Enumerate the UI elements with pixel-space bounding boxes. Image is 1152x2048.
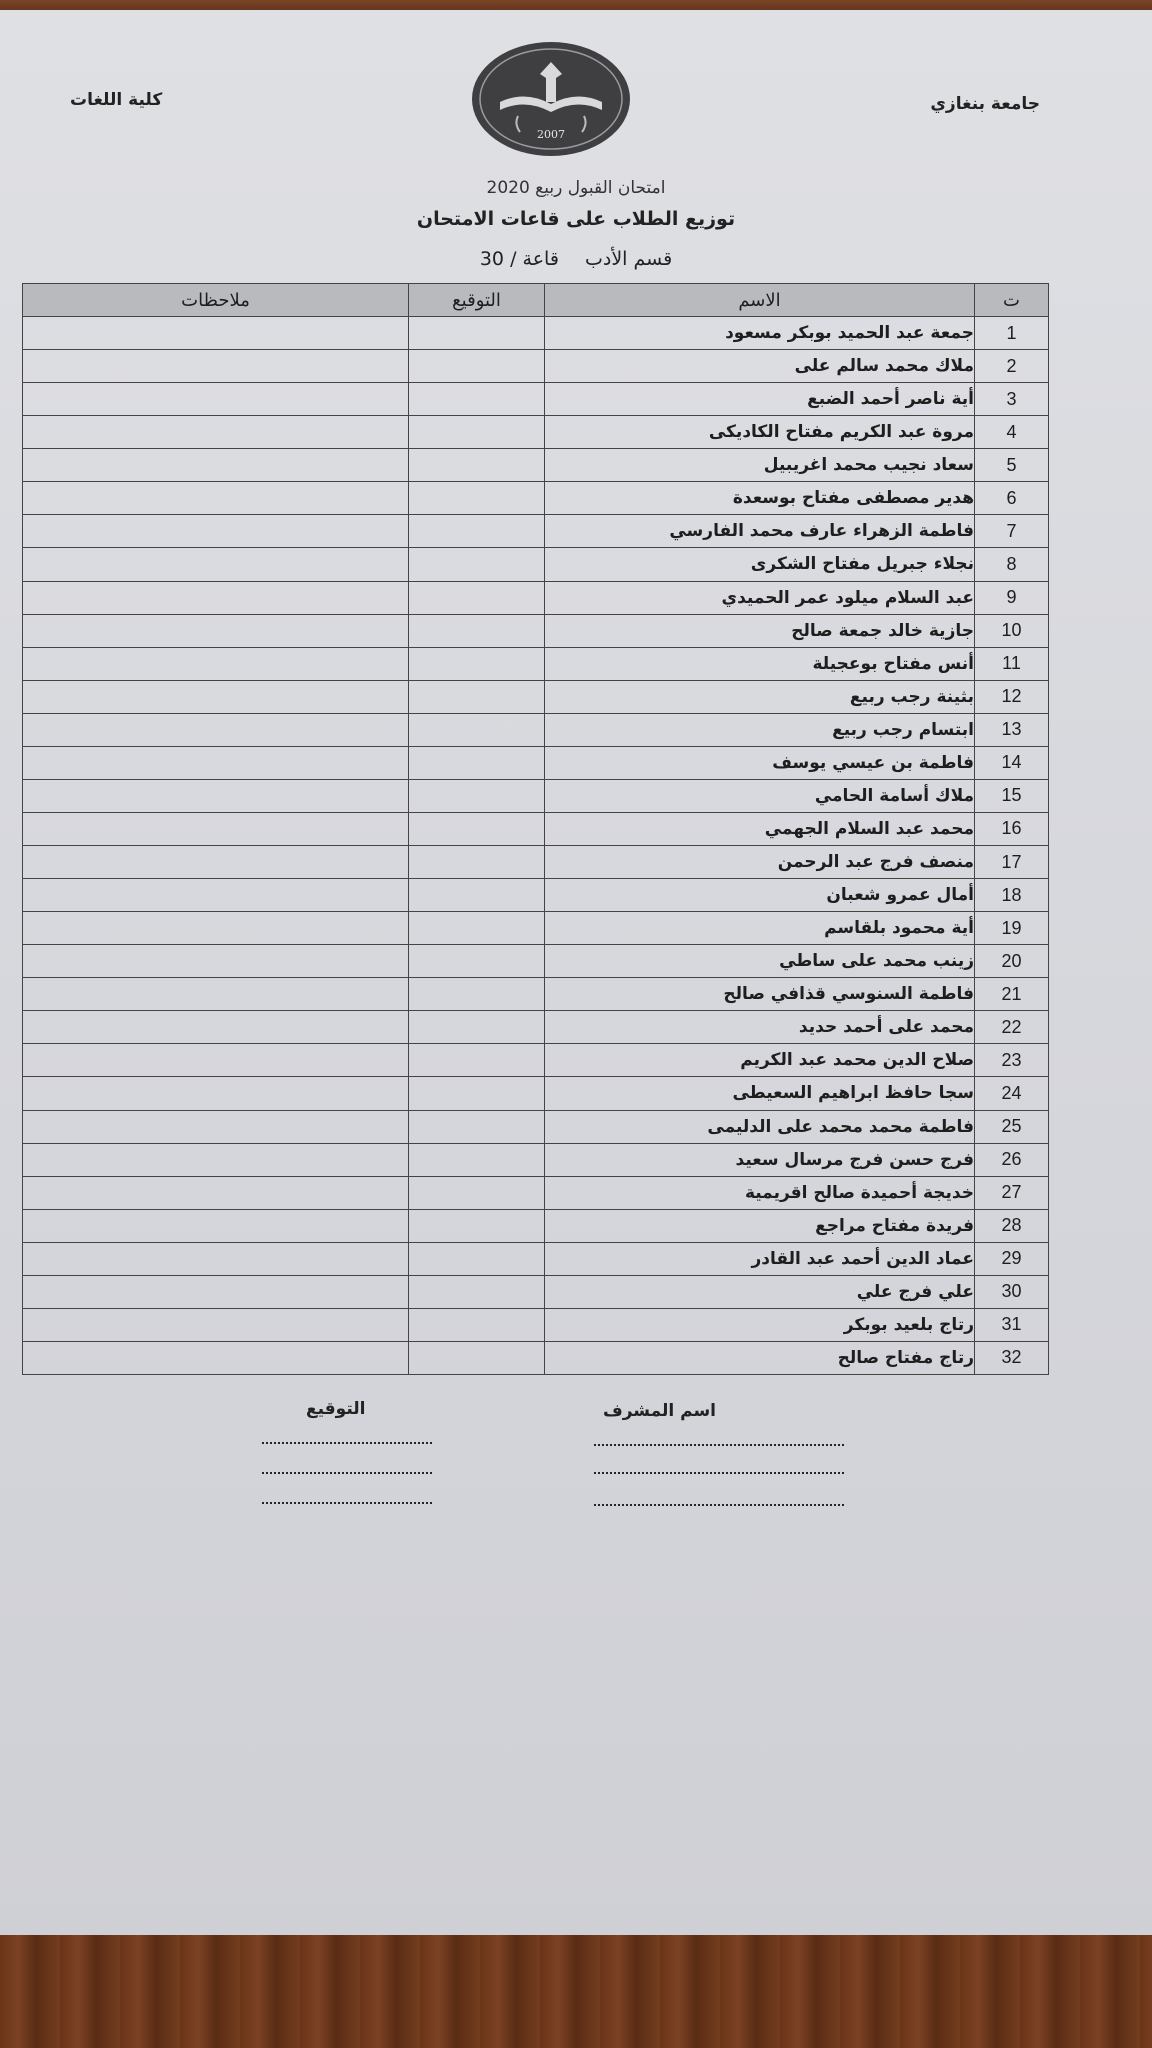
table-row	[23, 350, 1049, 383]
row-number: 16	[975, 812, 1049, 845]
student-name: فاطمة الزهراء عارف محمد الفارسي	[545, 515, 975, 548]
student-name: ملاك محمد سالم على	[545, 350, 975, 383]
notes-cell	[23, 515, 409, 548]
signature-cell	[409, 978, 545, 1011]
signature-cell	[409, 515, 545, 548]
student-name: خديجة أحميدة صالح اقريمية	[545, 1176, 975, 1209]
signature-cell	[409, 812, 545, 845]
supervisor-label: اسم المشرف	[602, 1401, 716, 1421]
student-name: نجلاء جبريل مفتاح الشكرى	[545, 548, 975, 581]
row-number: 11	[975, 647, 1049, 680]
notes-cell	[23, 846, 409, 879]
student-name: أنس مفتاح بوعجيلة	[545, 647, 975, 680]
row-number: 32	[975, 1341, 1049, 1374]
table-row	[23, 1275, 1049, 1308]
row-number: 27	[975, 1176, 1049, 1209]
signature-cell	[409, 846, 545, 879]
signature-line-1	[262, 1442, 432, 1444]
student-name: مروة عبد الكريم مفتاح الكاديكى	[545, 416, 975, 449]
signature-cell	[409, 449, 545, 482]
student-name: عماد الدين أحمد عبد القادر	[545, 1242, 975, 1275]
student-name: فرج حسن فرج مرسال سعيد	[545, 1143, 975, 1176]
student-name: رتاج بلعيد بوبكر	[545, 1308, 975, 1341]
table-row	[23, 317, 1049, 350]
row-number: 21	[975, 978, 1049, 1011]
student-name: فريدة مفتاح مراجع	[545, 1209, 975, 1242]
table-row	[23, 1308, 1049, 1341]
signature-cell	[409, 879, 545, 912]
notes-cell	[23, 945, 409, 978]
signature-cell	[409, 416, 545, 449]
signature-cell	[409, 548, 545, 581]
table-row	[23, 482, 1049, 515]
row-number: 24	[975, 1077, 1049, 1110]
table-row	[23, 1341, 1049, 1374]
row-number: 25	[975, 1110, 1049, 1143]
row-number: 2	[975, 350, 1049, 383]
table-row	[23, 779, 1049, 812]
notes-cell	[23, 779, 409, 812]
university-name: جامعة بنغازي	[930, 94, 1040, 114]
notes-cell	[23, 978, 409, 1011]
row-number: 8	[975, 548, 1049, 581]
table-row	[23, 1242, 1049, 1275]
notes-cell	[23, 879, 409, 912]
signature-cell	[409, 1209, 545, 1242]
signature-cell	[409, 383, 545, 416]
logo-year: 2007	[537, 128, 565, 141]
notes-cell	[23, 1308, 409, 1341]
signature-cell	[409, 1044, 545, 1077]
table-row	[23, 1110, 1049, 1143]
student-name: سعاد نجيب محمد اغريبيل	[545, 449, 975, 482]
signature-cell	[409, 1011, 545, 1044]
row-number: 15	[975, 779, 1049, 812]
table-row	[23, 713, 1049, 746]
student-name: صلاح الدين محمد عبد الكريم	[545, 1044, 975, 1077]
table-row	[23, 1044, 1049, 1077]
row-number: 26	[975, 1143, 1049, 1176]
university-logo	[470, 40, 632, 158]
header-number: ت	[975, 284, 1049, 317]
signature-cell	[409, 317, 545, 350]
row-number: 4	[975, 416, 1049, 449]
desk-surface-bottom	[0, 1935, 1152, 2048]
row-number: 10	[975, 614, 1049, 647]
row-number: 6	[975, 482, 1049, 515]
student-name: جازية خالد جمعة صالح	[545, 614, 975, 647]
student-name: عبد السلام ميلود عمر الحميدي	[545, 581, 975, 614]
signature-cell	[409, 1110, 545, 1143]
student-name: هدير مصطفى مفتاح بوسعدة	[545, 482, 975, 515]
row-number: 19	[975, 912, 1049, 945]
row-number: 13	[975, 713, 1049, 746]
student-roster-table	[22, 283, 1049, 1375]
department-hall-line	[0, 248, 1152, 270]
notes-cell	[23, 1176, 409, 1209]
table-row	[23, 912, 1049, 945]
student-name: منصف فرج عبد الرحمن	[545, 846, 975, 879]
student-name: ابتسام رجب ربيع	[545, 713, 975, 746]
notes-cell	[23, 812, 409, 845]
row-number: 28	[975, 1209, 1049, 1242]
student-name: فاطمة السنوسي قذافي صالح	[545, 978, 975, 1011]
notes-cell	[23, 1143, 409, 1176]
notes-cell	[23, 912, 409, 945]
student-name: سجا حافظ ابراهيم السعيطى	[545, 1077, 975, 1110]
student-name: ملاك أسامة الحامي	[545, 779, 975, 812]
signature-cell	[409, 482, 545, 515]
signature-cell	[409, 647, 545, 680]
student-name: فاطمة بن عيسي يوسف	[545, 746, 975, 779]
row-number: 17	[975, 846, 1049, 879]
notes-cell	[23, 449, 409, 482]
signature-cell	[409, 945, 545, 978]
table-row	[23, 812, 1049, 845]
row-number: 14	[975, 746, 1049, 779]
signature-label: التوقيع	[306, 1399, 366, 1419]
signature-cell	[409, 350, 545, 383]
header-signature: التوقيع	[409, 284, 545, 317]
row-number: 22	[975, 1011, 1049, 1044]
department-label: قسم الأدب	[584, 248, 673, 270]
notes-cell	[23, 1341, 409, 1374]
signature-cell	[409, 779, 545, 812]
signature-cell	[409, 1176, 545, 1209]
table-header-row	[23, 284, 1049, 317]
student-name: محمد عبد السلام الجهمي	[545, 812, 975, 845]
signature-cell	[409, 680, 545, 713]
row-number: 18	[975, 879, 1049, 912]
row-number: 31	[975, 1308, 1049, 1341]
notes-cell	[23, 1275, 409, 1308]
notes-cell	[23, 1011, 409, 1044]
table-row	[23, 680, 1049, 713]
signature-cell	[409, 1077, 545, 1110]
signature-line-2	[262, 1472, 432, 1474]
row-number: 5	[975, 449, 1049, 482]
distribution-title: توزيع الطلاب على قاعات الامتحان	[416, 208, 736, 230]
row-number: 7	[975, 515, 1049, 548]
signature-cell	[409, 713, 545, 746]
row-number: 20	[975, 945, 1049, 978]
table-row	[23, 746, 1049, 779]
student-name: بثينة رجب ربيع	[545, 680, 975, 713]
table-row	[23, 647, 1049, 680]
notes-cell	[23, 614, 409, 647]
signature-cell	[409, 581, 545, 614]
notes-cell	[23, 482, 409, 515]
notes-cell	[23, 1077, 409, 1110]
row-number: 29	[975, 1242, 1049, 1275]
notes-cell	[23, 1044, 409, 1077]
document-page	[0, 10, 1152, 1940]
signature-cell	[409, 614, 545, 647]
table-row	[23, 879, 1049, 912]
faculty-name: كلية اللغات	[70, 90, 163, 110]
supervisor-line-2	[594, 1472, 844, 1474]
table-row	[23, 846, 1049, 879]
signature-line-3	[262, 1502, 432, 1504]
roster-body	[23, 317, 1049, 1375]
notes-cell	[23, 383, 409, 416]
student-name: أية محمود بلقاسم	[545, 912, 975, 945]
table-row	[23, 945, 1049, 978]
notes-cell	[23, 746, 409, 779]
row-number: 3	[975, 383, 1049, 416]
notes-cell	[23, 548, 409, 581]
student-name: أية ناصر أحمد الضبع	[545, 383, 975, 416]
header-name: الاسم	[545, 284, 975, 317]
signature-cell	[409, 1341, 545, 1374]
student-name: أمال عمرو شعبان	[545, 879, 975, 912]
table-row	[23, 416, 1049, 449]
signature-cell	[409, 1242, 545, 1275]
signature-cell	[409, 1143, 545, 1176]
table-row	[23, 581, 1049, 614]
table-row	[23, 383, 1049, 416]
student-name: فاطمة محمد محمد على الدليمى	[545, 1110, 975, 1143]
signature-cell	[409, 1275, 545, 1308]
hall-label: قاعة / 30	[479, 248, 559, 270]
table-row	[23, 1077, 1049, 1110]
student-name: محمد على أحمد حديد	[545, 1011, 975, 1044]
exam-title: امتحان القبول ربيع 2020	[486, 178, 666, 198]
student-name: جمعة عبد الحميد بوبكر مسعود	[545, 317, 975, 350]
signature-cell	[409, 746, 545, 779]
supervisor-line-1	[594, 1444, 844, 1446]
row-number: 23	[975, 1044, 1049, 1077]
table-row	[23, 548, 1049, 581]
table-row	[23, 449, 1049, 482]
table-row	[23, 978, 1049, 1011]
table-row	[23, 1011, 1049, 1044]
student-name: زينب محمد على ساطي	[545, 945, 975, 978]
notes-cell	[23, 713, 409, 746]
notes-cell	[23, 350, 409, 383]
signature-cell	[409, 1308, 545, 1341]
signature-cell	[409, 912, 545, 945]
table-row	[23, 1209, 1049, 1242]
notes-cell	[23, 416, 409, 449]
row-number: 12	[975, 680, 1049, 713]
notes-cell	[23, 1209, 409, 1242]
student-name: علي فرج علي	[545, 1275, 975, 1308]
supervisor-line-3	[594, 1504, 844, 1506]
notes-cell	[23, 581, 409, 614]
notes-cell	[23, 1242, 409, 1275]
header-notes: ملاحظات	[23, 284, 409, 317]
notes-cell	[23, 647, 409, 680]
notes-cell	[23, 680, 409, 713]
row-number: 1	[975, 317, 1049, 350]
student-name: رتاج مفتاح صالح	[545, 1341, 975, 1374]
table-row	[23, 515, 1049, 548]
table-row	[23, 1143, 1049, 1176]
notes-cell	[23, 1110, 409, 1143]
row-number: 30	[975, 1275, 1049, 1308]
table-row	[23, 614, 1049, 647]
table-row	[23, 1176, 1049, 1209]
row-number: 9	[975, 581, 1049, 614]
notes-cell	[23, 317, 409, 350]
